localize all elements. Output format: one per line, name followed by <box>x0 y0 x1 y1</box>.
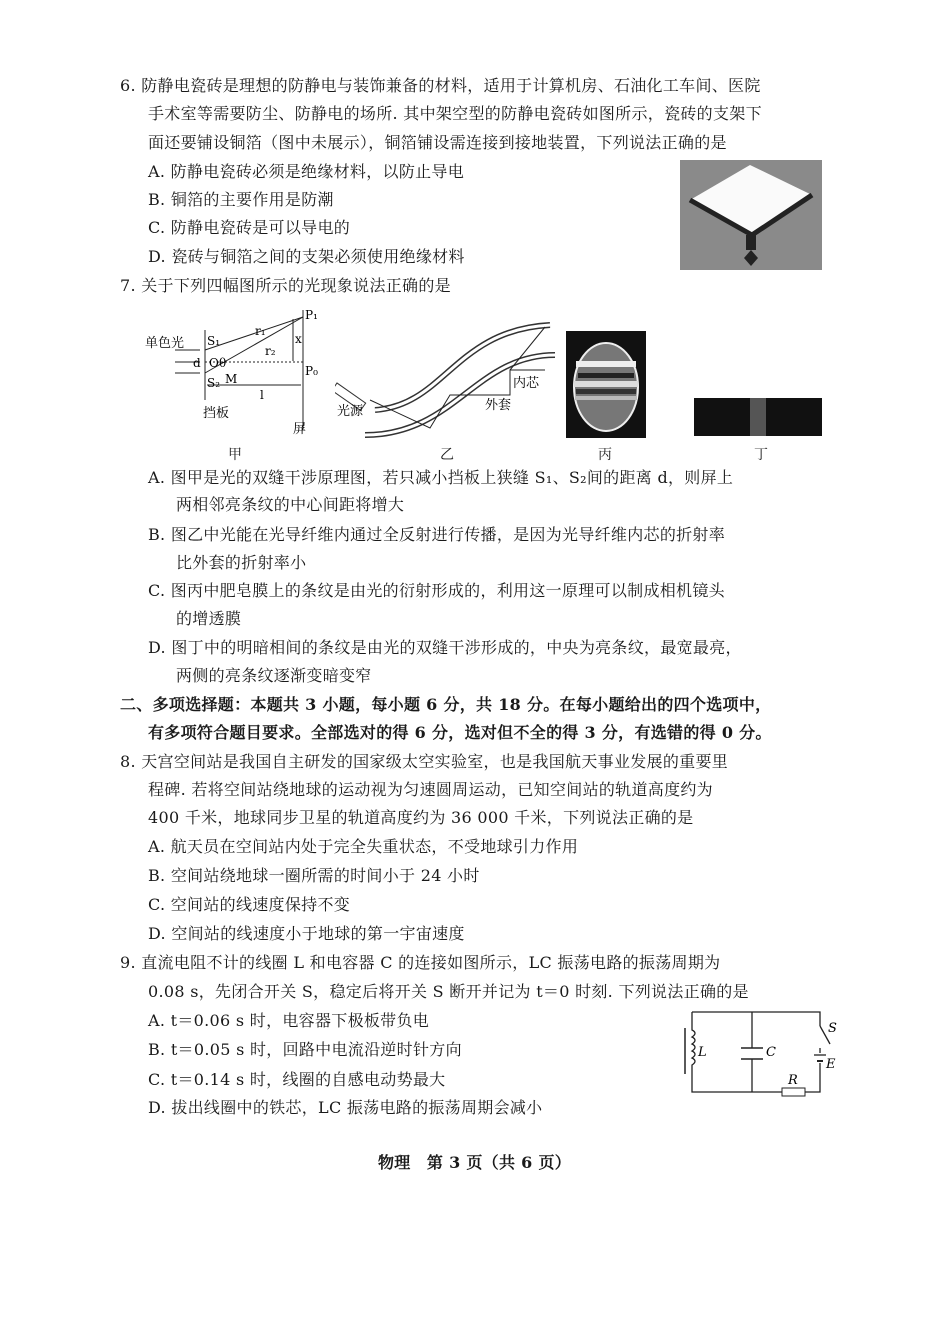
label-m: M <box>225 372 238 386</box>
label-light: 单色光 <box>145 336 185 351</box>
label-core: 内芯 <box>513 376 540 391</box>
q7-option-a-cont: 两相邻亮条纹的中心间距将增大 <box>176 495 405 514</box>
q8-option-c: C. 空间站的线速度保持不变 <box>148 895 351 914</box>
label-p0: P₀ <box>305 364 318 378</box>
q6-stem-line-2: 手术室等需要防尘、防静电的场所. 其中架空型的防静电瓷砖如图所示，瓷砖的支架下 <box>148 104 762 123</box>
figure-ding-fringes <box>694 398 822 436</box>
q7-stem: 7. 关于下列四幅图所示的光现象说法正确的是 <box>120 276 451 295</box>
section2-heading-cont: 有多项符合题目要求。全部选对的得 6 分，选对但不全的得 3 分，有选错的得 0 分。 <box>148 723 772 742</box>
lc-circuit-diagram <box>680 1008 840 1108</box>
label-p1: P₁ <box>305 308 318 322</box>
q6-option-b: B. 铜箔的主要作用是防潮 <box>148 190 334 209</box>
q9-option-b: B. t＝0.05 s 时，回路中电流沿逆时针方向 <box>148 1040 462 1059</box>
label-R: R <box>788 1073 798 1088</box>
figure-yi-optical-fiber <box>335 315 560 440</box>
q9-stem-line-1: 9. 直流电阻不计的线圈 L 和电容器 C 的连接如图所示，LC 振荡电路的振荡周期为 <box>120 953 721 972</box>
label-theta: θ <box>219 356 227 370</box>
q8-option-d: D. 空间站的线速度小于地球的第一宇宙速度 <box>148 924 465 943</box>
q8-stem-line-3: 400 千米，地球同步卫星的轨道高度约为 36 000 千米，下列说法正确的是 <box>148 808 694 827</box>
q7-option-c: C. 图丙中肥皂膜上的条纹是由光的衍射形成的，利用这一原理可以制成相机镜头 <box>148 581 725 600</box>
q6-stem-line-1: 6. 防静电瓷砖是理想的防静电与装饰兼备的材料，适用于计算机房、石油化工车间、医院 <box>120 76 761 95</box>
label-S: S <box>828 1021 837 1036</box>
label-source: 光源 <box>337 404 364 419</box>
q8-option-a: A. 航天员在空间站内处于完全失重状态，不受地球引力作用 <box>148 837 579 856</box>
label-r1: r₁ <box>255 324 266 338</box>
q6-option-a: A. 防静电瓷砖必须是绝缘材料，以防止导电 <box>148 162 465 181</box>
label-L: L <box>698 1045 707 1060</box>
q7-option-a: A. 图甲是光的双缝干涉原理图，若只减小挡板上狭缝 S₁、S₂间的距离 d，则屏上 <box>148 468 734 487</box>
q7-option-b: B. 图乙中光能在光导纤维内通过全反射进行传播，是因为光导纤维内芯的折射率 <box>148 525 726 544</box>
label-o: O <box>209 356 219 370</box>
q7-option-d: D. 图丁中的明暗相间的条纹是由光的双缝干涉形成的，中央为亮条纹，最宽最亮， <box>148 638 742 657</box>
q9-option-c: C. t＝0.14 s 时，线圈的自感电动势最大 <box>148 1070 446 1089</box>
caption-jia: 甲 <box>228 447 242 463</box>
label-s2: S₂ <box>207 376 221 390</box>
q6-option-c: C. 防静电瓷砖是可以导电的 <box>148 218 351 237</box>
label-d: d <box>193 356 201 370</box>
label-r2: r₂ <box>265 344 276 358</box>
label-l: l <box>260 388 264 402</box>
section2-heading: 二、多项选择题：本题共 3 小题，每小题 6 分，共 18 分。在每小题给出的四个选项中， <box>120 695 772 714</box>
page-footer: 物理 第 3 页（共 6 页） <box>378 1153 572 1172</box>
label-C: C <box>766 1045 776 1060</box>
caption-bing: 丙 <box>598 447 612 463</box>
figure-bing-soap-film <box>566 331 646 438</box>
label-x: x <box>295 332 302 346</box>
q6-stem-line-3: 面还要铺设铜箔（图中未展示），铜箔铺设需连接到接地装置，下列说法正确的是 <box>148 133 727 152</box>
figure-jia-double-slit <box>145 305 325 435</box>
q8-option-b: B. 空间站绕地球一圈所需的时间小于 24 小时 <box>148 866 480 885</box>
q8-stem-line-2: 程碑. 若将空间站绕地球的运动视为匀速圆周运动，已知空间站的轨道高度约为 <box>148 780 713 799</box>
label-s1: S₁ <box>207 334 221 348</box>
q9-stem-line-2: 0.08 s，先闭合开关 S，稳定后将开关 S 断开并记为 t＝0 时刻. 下列说法正确的是 <box>148 982 749 1001</box>
tile-photo <box>680 160 822 270</box>
q7-option-c-cont: 的增透膜 <box>176 609 242 628</box>
q9-option-d: D. 拔出线圈中的铁芯，LC 振荡电路的振荡周期会减小 <box>148 1098 543 1117</box>
q9-option-a: A. t＝0.06 s 时，电容器下极板带负电 <box>148 1011 430 1030</box>
label-E: E <box>826 1057 836 1072</box>
q6-option-d: D. 瓷砖与铜箔之间的支架必须使用绝缘材料 <box>148 247 465 266</box>
q8-stem-line-1: 8. 天宫空间站是我国自主研发的国家级太空实验室，也是我国航天事业发展的重要里 <box>120 752 729 771</box>
caption-yi: 乙 <box>440 447 454 463</box>
caption-ding: 丁 <box>754 447 768 463</box>
label-cladding: 外套 <box>485 398 512 413</box>
label-baffle: 挡板 <box>203 406 230 421</box>
q7-option-b-cont: 比外套的折射率小 <box>176 553 307 572</box>
label-screen: 屏 <box>293 422 307 435</box>
q7-option-d-cont: 两侧的亮条纹逐渐变暗变窄 <box>176 666 372 685</box>
